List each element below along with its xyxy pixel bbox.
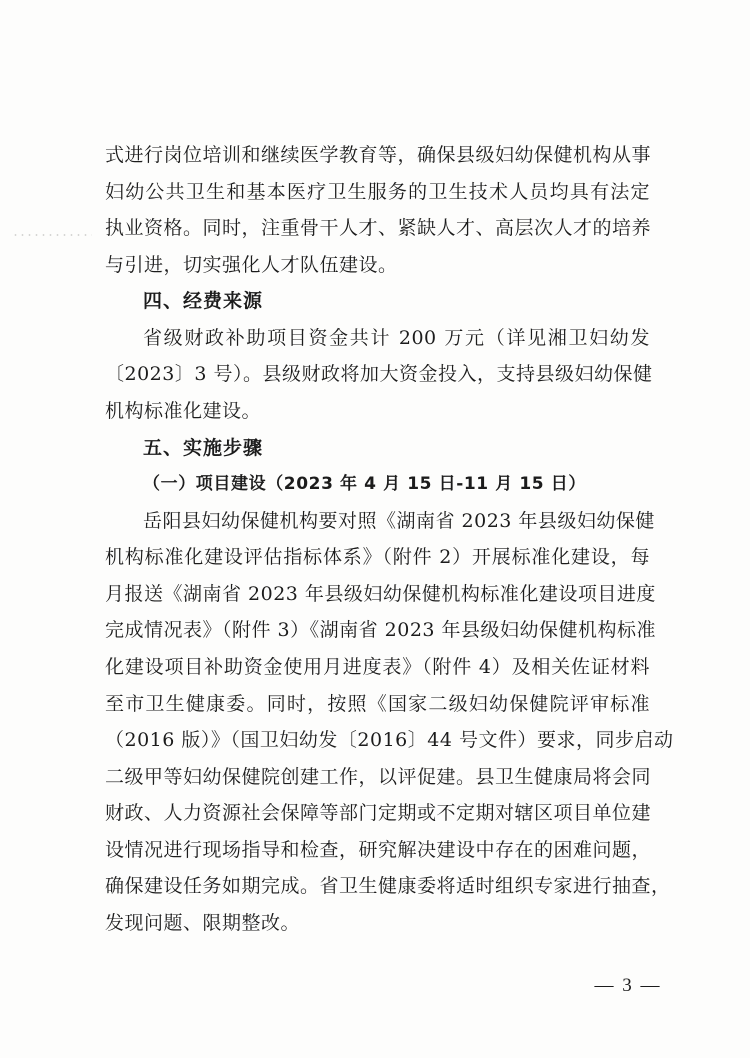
body-line: 化建设项目补助资金使用月进度表》（附件 4）及相关佐证材料 <box>105 656 650 678</box>
body-line: 确保建设任务如期完成。省卫生健康委将适时组织专家进行抽查， <box>105 875 671 897</box>
scan-artifact <box>12 232 92 238</box>
body-line: 至市卫生健康委。同时，按照《国家二级妇幼保健院评审标准 <box>105 693 650 715</box>
body-line: 发现问题、限期整改。 <box>105 912 301 934</box>
body-line: （2016 版）》（国卫妇幼发〔2016〕44 号文件）要求，同步启动 <box>105 729 674 751</box>
body-line: 执业资格。同时，注重骨干人才、紧缺人才、高层次人才的培养 <box>105 217 652 239</box>
section-heading: 四、经费来源 <box>143 290 264 312</box>
body-line: 岳阳县妇幼保健机构要对照《湖南省 2023 年县级妇幼保健 <box>143 510 655 532</box>
page-number: — 3 — <box>594 975 662 996</box>
subsection-heading: （一）项目建设（2023 年 4 月 15 日-11 月 15 日） <box>143 474 586 494</box>
body-line: 与引进，切实强化人才队伍建设。 <box>105 254 398 276</box>
body-line: 〔2023〕3 号）。县级财政将加大资金投入，支持县级妇幼保健 <box>105 363 653 385</box>
body-line: 财政、人力资源社会保障等部门定期或不定期对辖区项目单位建 <box>105 802 652 824</box>
body-line: 妇幼公共卫生和基本医疗卫生服务的卫生技术人员均具有法定 <box>105 181 650 203</box>
body-line: 机构标准化建设。 <box>105 400 262 422</box>
section-heading: 五、实施步骤 <box>143 437 264 459</box>
body-line: 月报送《湖南省 2023 年县级妇幼保健机构标准化建设项目进度 <box>105 583 656 605</box>
body-line: 式进行岗位培训和继续医学教育等，确保县级妇幼保健机构从事 <box>105 144 652 166</box>
body-line: 设情况进行现场指导和检查，研究解决建设中存在的困难问题， <box>105 839 652 861</box>
body-line: 机构标准化建设评估指标体系》（附件 2）开展标准化建设，每 <box>105 546 650 568</box>
body-line: 省级财政补助项目资金共计 200 万元（详见湘卫妇幼发 <box>143 327 650 349</box>
body-line: 完成情况表》（附件 3）《湖南省 2023 年县级妇幼保健机构标准 <box>105 619 657 641</box>
body-line: 二级甲等妇幼保健院创建工作，以评促建。县卫生健康局将会同 <box>105 766 652 788</box>
